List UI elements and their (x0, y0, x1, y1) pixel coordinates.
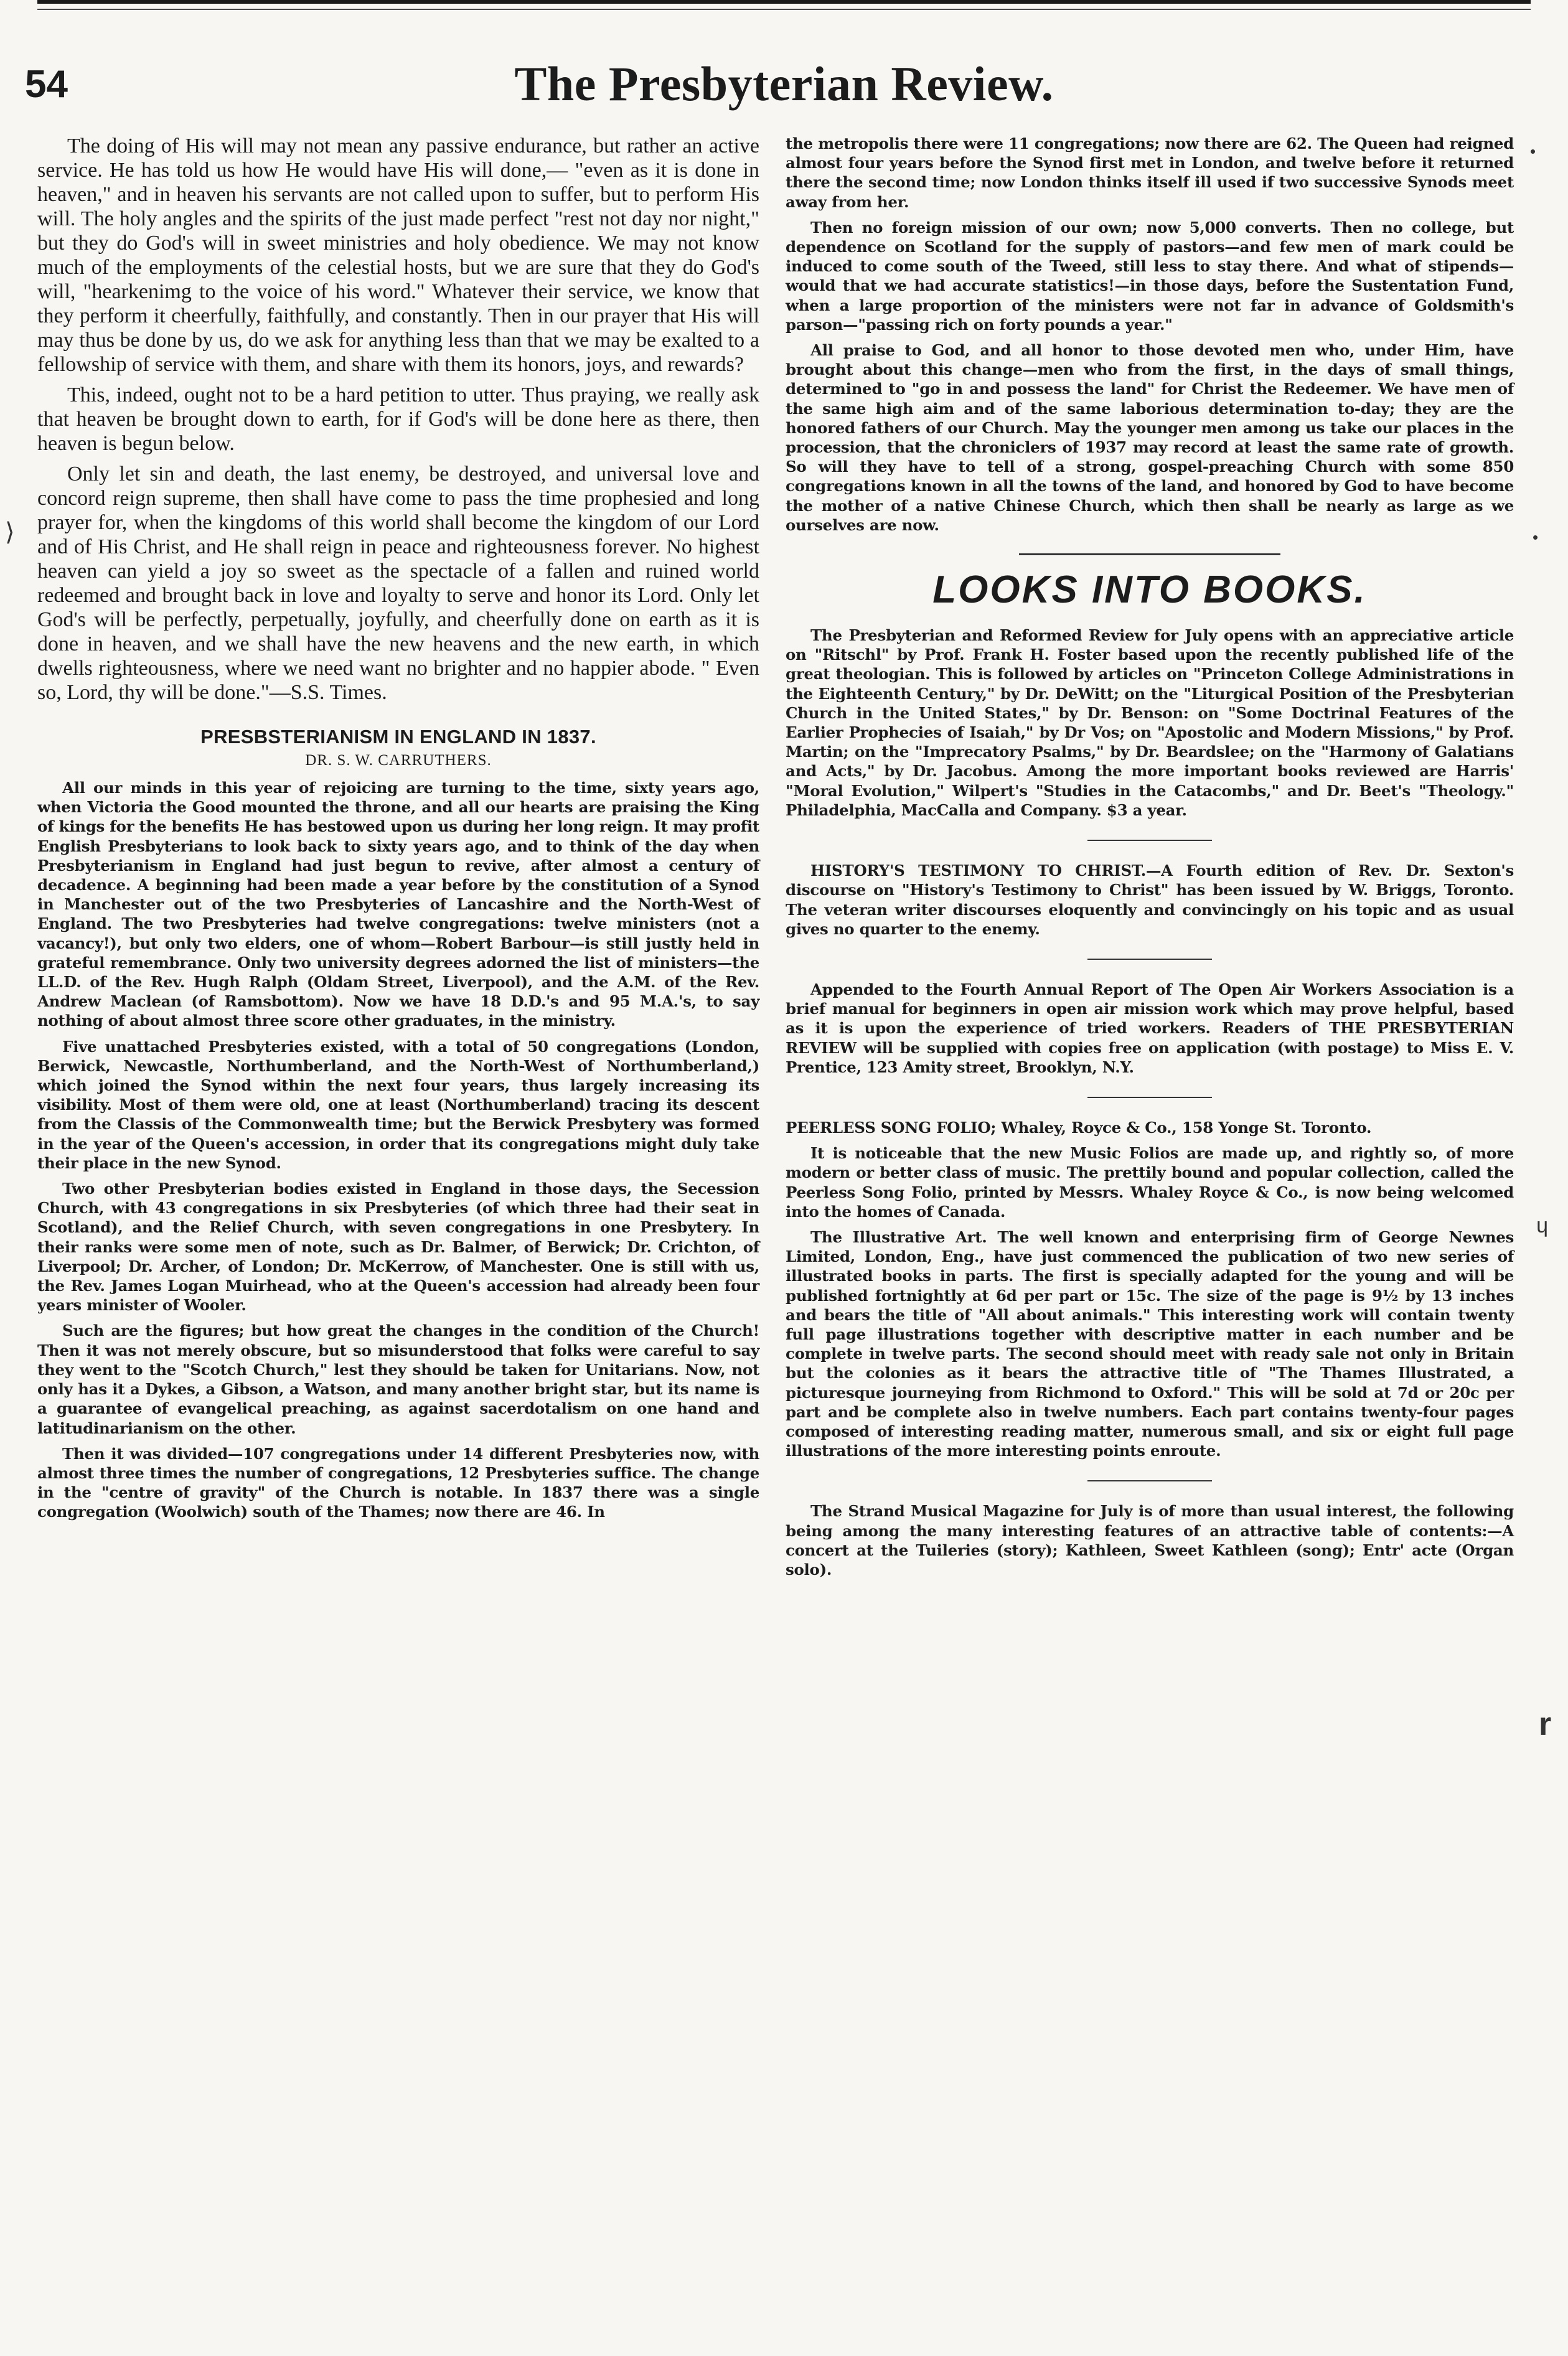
continued-paragraph: All praise to God, and all honor to those devoted men who, under Him, have brought about this change—men who from the first, in the days of small things, determined to "go in and possess the land" for Christ the Redeemer. We have men of the same high aim and of the same laborious determination to-day; they are the honored fathers of our Church. May the younger men among us take our places in the procession, that the chroniclers of 1937 may record at least the same rate of growth. So will they have to tell of a strong, gospel-preaching Church with some 850 congregations known in all the towns of the land, and honored by God to have become the mother of a native Chinese Church, which then shall be nearly as large as we ourselves are now. (786, 341, 1514, 534)
margin-mark-right: • (1530, 142, 1536, 161)
intro-paragraph: This, indeed, ought not to be a hard petition to utter. Thus praying, we really ask that heaven be brought down to earth, for if God's will be done here as there, then heaven is begun below. (37, 383, 759, 455)
book-reviews (786, 626, 1514, 1579)
left-column (37, 134, 759, 1528)
intro-paragraph: The doing of His will may not mean any passive endurance, but rather an active service. He has told us how He would have His will done,— "even as it is done in heaven," and in heaven his servants are not called upon to suffer, but to perform His will. The holy angles and the spirits of the just made perfect "rest not day nor night," but they do God's will in sweet ministries and holy obedience. We may not know much of the employments of the celestial hosts, but we are sure that they do God's will, "hearkenimg to the voice of his word." Whatever their service, we know that they perform it cheerfully, faithfully, and constantly. Then in our prayer that His will may thus be done by us, do we ask for anything less than that we may be exalted to a fellowship of service with them, and share with them its honors, joys, and rewards? (37, 134, 759, 376)
song-folio-title: PEERLESS SONG FOLIO; Whaley, Royce & Co., 158 Yonge St. Toronto. (786, 1118, 1372, 1137)
section-divider (1019, 553, 1280, 555)
article-paragraph: Such are the figures; but how great the changes in the condition of the Church! Then it was not merely obscure, but so misunderstood that folks were careful to say they went to the "Scotch Church," lest they should be taken for Unitarians. Now, not only has it a Dykes, a Gibson, a Watson, and many another bright star, but its name is a guarantee of evangelical preaching, as against sacerdotalism on one hand and latitudinarianism on the other. (37, 1321, 759, 1437)
continued-paragraph: Then no foreign mission of our own; now 5,000 converts. Then no college, but dependence on Scotland for the supply of pastors—and few men of mark could be induced to come south of the Tweed, still less to stay there. And what of stipends—would that we had accurate statistics!—in those days, before the Sustentation Fund, when a large proportion of the ministers were not far in advance of Goldsmith's parson—"passing rich on forty pounds a year." (786, 218, 1514, 334)
journal-title: The Presbyterian Review. (514, 57, 1054, 111)
song-folio-paragraph: It is noticeable that the new Music Folios are made up, and rightly so, of more modern or better class of music. The prettily bound and popular collection, called the Peerless Song Folio, printed by Messrs. Whaley Royce & Co., is now being welcomed into the homes of Canada. (786, 1144, 1514, 1221)
margin-mark-right: ɥ (1536, 1214, 1548, 1237)
item-divider (1087, 959, 1212, 960)
continued-paragraph: the metropolis there were 11 congregations; now there are 62. The Queen had reigned almost four years before the Synod first met in London, and twelve before it returned there the second time; now London thinks itself ill used if two successive Synods meet away from her. (786, 134, 1514, 211)
review-paragraph: The Presbyterian and Reformed Review for July opens with an appreciative article on "Ritschl" by Prof. Frank H. Foster based upon the recently published life of the great theologian. This is followed by articles on "Princeton College Administrations in the Eighteenth Century," by Dr. DeWitt; on the "Liturgical Position of the Presbyterian Church in the United States," by Dr. Benson: on "Some Doctrinal Features of the Earlier Prophecies of Isaiah," by Dr Vos; on "Apostolic and Modern Missions," by Prof. Martin; on the "Imprecatory Psalms," by Dr. Beardslee; on the "Harmony of Galatians and Acts," by Dr. Jacobus. Among the more important books reviewed are Harris' "Moral Evolution," Wilpert's "Studies in the Catacombs," and Dr. Beet's "Theology." Philadelphia, MacCalla and Company. $3 a year. (786, 626, 1514, 819)
item-divider (1087, 1480, 1212, 1481)
page-header (25, 56, 1543, 124)
page-number: 54 (25, 63, 68, 106)
right-column (786, 134, 1514, 1585)
books-section-heading: LOOKS INTO BOOKS. (932, 568, 1367, 612)
article-paragraph: Then it was divided—107 congregations under 14 different Presbyteries now, with almost three times the number of congregations, 12 Presbyteries suffice. The change in the "centre of gravity" of the Church is notable. In 1837 there was a single congregation (Woolwich) south of the Thames; now there are 46. In (37, 1444, 759, 1521)
margin-mark-right: • (1533, 528, 1539, 547)
article-heading: PRESBSTERIANISM IN ENGLAND IN 1837. (200, 726, 596, 748)
top-border-rule-thin (37, 9, 1531, 10)
article-body (37, 778, 759, 1522)
strand-magazine-paragraph: The Strand Musical Magazine for July is of more than usual interest, the following being among the many interesting features of an attractive table of contents:—A concert at the Tuileries (story); Kathleen, Sweet Kathleen (song); Entr' acte (Organ solo). (786, 1502, 1514, 1579)
item-divider (1087, 840, 1212, 841)
intro-paragraph: Only let sin and death, the last enemy, be destroyed, and universal love and concord reign supreme, then shall have come to pass the time prophesied and long prayer for, when the kingdoms of this world shall become the kingdom of our Lord and of His Christ, and He shall reign in peace and righteousness forever. No highest heaven can yield a joy so sweet as the spectacle of a fallen and ruined world redeemed and brought back in love and loyalty to serve and honor its Lord. Only let God's will be perfectly, perpetually, joyfully, and cheerfully done on earth as it is done in heaven, and we shall have the new heavens and the new earth, in which dwells righteousness, where we need want no brighter and no happier abode. " Even so, Lord, thy will be done."—S.S. Times. (37, 462, 759, 704)
open-air-paragraph: Appended to the Fourth Annual Report of The Open Air Workers Association is a brief manual for beginners in open air mission work which may prove helpful, based as it is upon the experience of tried workers. Readers of THE PRESBYTERIAN REVIEW will be supplied with copies free on application (with postage) to Miss E. V. Prentice, 123 Amity street, Brooklyn, N.Y. (786, 980, 1514, 1076)
illustrative-art-paragraph: The Illustrative Art. The well known and enterprising firm of George Newnes Limited, London, Eng., have just commenced the publication of two new series of illustrated books in parts. The first is specially adapted for the young and will be published fortnightly at 6d per part or 15c. The size of the page is 9½ by 13 inches and bears the title of "All about animals." This interesting work will contain twenty full page illustrations together with descriptive matter in each number and be complete in twelve parts. The second should meet with ready sale not only in Britain but the colonies as it bears the attractive title of "The Thames Illustrated, a picturesque journeying from Richmond to Oxford." This will be sold at 7d or 20c per part and be complete also in twelve numbers. Each part contains twenty-four pages composed of interesting reading matter, numerous small, and six or eight full page illustrations of the more interesting points enroute. (786, 1227, 1514, 1460)
article-paragraph: Two other Presbyterian bodies existed in England in those days, the Secession Church, with 43 congregations in six Presbyteries (of which three had their seat in Scotland), and the Relief Church, with seven congregations in one Presbytery. In their ranks were some men of note, such as Dr. Balmer, of Berwick; Dr. Crichton, of Liverpool; Dr. Archer, of London; Dr. McKerrow, of Manchester. One is still with us, the Rev. James Logan Muirhead, who at the Queen's accession had already been four years minister of Wooler. (37, 1180, 759, 1315)
article-byline: DR. S. W. CARRUTHERS. (305, 752, 492, 769)
margin-mark-right: r (1539, 1706, 1552, 1742)
item-divider (1087, 1097, 1212, 1098)
top-border-rule (37, 0, 1531, 4)
margin-mark-left: ⟩ (5, 519, 15, 546)
testimony-paragraph: HISTORY'S TESTIMONY TO CHRIST.—A Fourth edition of Rev. Dr. Sexton's discourse on "History's Testimony to Christ" has been issued by W. Briggs, Toronto. The veteran writer discourses eloquently and convincingly on his topic and as usual gives no quarter to the enemy. (786, 861, 1514, 938)
intro-text (37, 134, 759, 705)
article-continuation (786, 134, 1514, 535)
article-paragraph: Five unattached Presbyteries existed, with a total of 50 congregations (London, Berwick, Newcastle, Northumberland, and the North-West of Northumberland,) which joined the Synod within the next four years, thus largely increasing its visibility. Most of them were old, one at least (Northumberland) tracing its descent from the Classis of the Commonwealth time; but the Berwick Presbytery was formed in the year of the Queen's accession, in order that its congregations might duly take their place in the new Synod. (37, 1037, 759, 1172)
article-paragraph: All our minds in this year of rejoicing are turning to the time, sixty years ago, when Victoria the Good mounted the throne, and all our hearts are praising the King of kings for the benefits He has bestowed upon us during her long reign. It may profit English Presbyterians to look back to sixty years ago, and to think of the day when Presbyterianism in England had just begun to revive, after almost a century of decadence. A beginning had been made a year before by the constitution of a Synod in Manchester out of the two Presbyteries of Lancashire and the North-West of England. The two Presbyteries had twelve congregations: twelve ministers (not a vacancy!), but only two elders, one of whom—Robert Barbour—is still justly held in grateful remembrance. Only two university degrees adorned the list of ministers—the LL.D. of the Rev. Hugh Ralph (Oldam Street, Liverpool), and the A.M. of the Rev. Andrew Maclean (of Ramsbottom). Now we have 18 D.D.'s and 95 M.A.'s, to say nothing of about almost three score other graduates, in the ministry. (37, 779, 759, 1030)
